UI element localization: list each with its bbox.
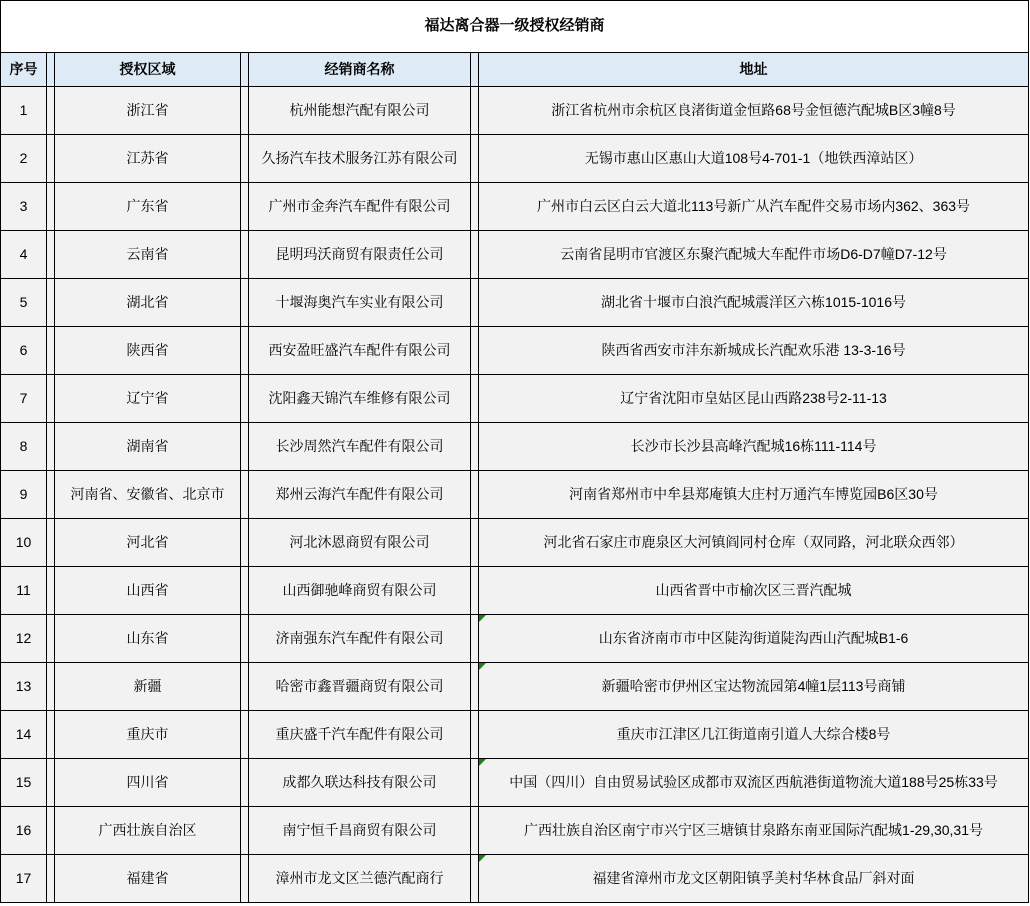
spacer-cell: [47, 759, 55, 807]
cell-region[interactable]: 浙江省: [55, 87, 241, 135]
spacer-cell: [47, 135, 55, 183]
spacer-cell: [241, 423, 249, 471]
cell-address[interactable]: 重庆市江津区几江街道南引道人大综合楼8号: [479, 711, 1029, 759]
spacer-cell: [471, 711, 479, 759]
table-row: [1, 615, 1029, 663]
spacer-cell: [471, 807, 479, 855]
spacer-cell: [241, 135, 249, 183]
table-row: [1, 519, 1029, 567]
cell-region[interactable]: 湖北省: [55, 279, 241, 327]
cell-dealer[interactable]: 西安盈旺盛汽车配件有限公司: [249, 327, 471, 375]
spacer-cell: [47, 567, 55, 615]
spacer-cell: [471, 567, 479, 615]
spacer-cell: [471, 231, 479, 279]
cell-region[interactable]: 湖南省: [55, 423, 241, 471]
spacer-cell: [241, 87, 249, 135]
error-marker-icon: [479, 855, 486, 862]
cell-dealer[interactable]: 成都久联达科技有限公司: [249, 759, 471, 807]
spacer-cell: [471, 53, 479, 87]
cell-no[interactable]: 6: [1, 327, 47, 375]
cell-region[interactable]: 四川省: [55, 759, 241, 807]
error-marker-icon: [479, 759, 486, 766]
cell-no[interactable]: 1: [1, 87, 47, 135]
cell-region[interactable]: 重庆市: [55, 711, 241, 759]
spacer-cell: [471, 87, 479, 135]
spacer-cell: [241, 375, 249, 423]
spacer-cell: [241, 231, 249, 279]
table-row: [1, 423, 1029, 471]
cell-region[interactable]: 云南省: [55, 231, 241, 279]
spacer-cell: [241, 327, 249, 375]
spacer-cell: [241, 759, 249, 807]
spacer-cell: [471, 663, 479, 711]
spacer-cell: [47, 53, 55, 87]
table-row: [1, 279, 1029, 327]
table-row: [1, 807, 1029, 855]
cell-dealer[interactable]: 南宁恒千昌商贸有限公司: [249, 807, 471, 855]
spacer-cell: [471, 759, 479, 807]
cell-no[interactable]: 10: [1, 519, 47, 567]
table-row: [1, 711, 1029, 759]
spacer-cell: [47, 471, 55, 519]
table-row: [1, 375, 1029, 423]
spacer-cell: [47, 279, 55, 327]
table-row: [1, 471, 1029, 519]
cell-dealer[interactable]: 重庆盛千汽车配件有限公司: [249, 711, 471, 759]
spacer-cell: [47, 711, 55, 759]
cell-address[interactable]: 河南省郑州市中牟县郑庵镇大庄村万通汽车博览园B6区30号: [479, 471, 1029, 519]
cell-no[interactable]: 8: [1, 423, 47, 471]
spacer-cell: [241, 615, 249, 663]
spacer-cell: [241, 279, 249, 327]
cell-no[interactable]: 2: [1, 135, 47, 183]
cell-region[interactable]: 山东省: [55, 615, 241, 663]
cell-dealer[interactable]: 沈阳鑫天锦汽车维修有限公司: [249, 375, 471, 423]
cell-dealer[interactable]: 漳州市龙文区兰德汽配商行: [249, 855, 471, 903]
spacer-cell: [241, 519, 249, 567]
cell-dealer[interactable]: 山西御驰峰商贸有限公司: [249, 567, 471, 615]
spacer-cell: [47, 183, 55, 231]
cell-region[interactable]: 江苏省: [55, 135, 241, 183]
cell-region[interactable]: 福建省: [55, 855, 241, 903]
spacer-cell: [471, 423, 479, 471]
cell-no[interactable]: 11: [1, 567, 47, 615]
cell-region[interactable]: 山西省: [55, 567, 241, 615]
table-row: [1, 183, 1029, 231]
cell-region[interactable]: 广东省: [55, 183, 241, 231]
spacer-cell: [241, 663, 249, 711]
cell-dealer[interactable]: 久扬汽车技术服务江苏有限公司: [249, 135, 471, 183]
cell-no[interactable]: 17: [1, 855, 47, 903]
cell-dealer[interactable]: 济南强东汽车配件有限公司: [249, 615, 471, 663]
cell-address[interactable]: 河北省石家庄市鹿泉区大河镇阎同村仓库（双同路，河北联众西邻）: [479, 519, 1029, 567]
column-header-dealer[interactable]: 经销商名称: [249, 53, 471, 87]
table-row: [1, 327, 1029, 375]
cell-region[interactable]: 河北省: [55, 519, 241, 567]
cell-region[interactable]: 辽宁省: [55, 375, 241, 423]
table-row: [1, 759, 1029, 807]
table-row: [1, 231, 1029, 279]
cell-dealer[interactable]: 哈密市鑫晋疆商贸有限公司: [249, 663, 471, 711]
column-header-address[interactable]: 地址: [479, 53, 1029, 87]
spacer-cell: [241, 471, 249, 519]
spacer-cell: [47, 375, 55, 423]
cell-no[interactable]: 13: [1, 663, 47, 711]
page-title[interactable]: 福达离合器一级授权经销商: [1, 1, 1029, 53]
cell-dealer[interactable]: 广州市金奔汽车配件有限公司: [249, 183, 471, 231]
cell-address[interactable]: 陕西省西安市沣东新城成长汽配欢乐港 13-3-16号: [479, 327, 1029, 375]
column-header-no[interactable]: 序号: [1, 53, 47, 87]
spacer-cell: [241, 53, 249, 87]
cell-region[interactable]: 广西壮族自治区: [55, 807, 241, 855]
cell-region[interactable]: 陕西省: [55, 327, 241, 375]
cell-region[interactable]: 新疆: [55, 663, 241, 711]
spacer-cell: [47, 87, 55, 135]
spacer-cell: [471, 471, 479, 519]
cell-address[interactable]: 福建省漳州市龙文区朝阳镇孚美村华林食品厂斜对面: [479, 855, 1029, 903]
spacer-cell: [47, 327, 55, 375]
cell-no[interactable]: 12: [1, 615, 47, 663]
spacer-cell: [471, 519, 479, 567]
cell-no[interactable]: 3: [1, 183, 47, 231]
cell-no[interactable]: 9: [1, 471, 47, 519]
spacer-cell: [47, 807, 55, 855]
error-marker-icon: [479, 663, 486, 670]
header-row: [1, 53, 1029, 87]
spacer-cell: [471, 135, 479, 183]
error-marker-icon: [479, 615, 486, 622]
spacer-cell: [471, 279, 479, 327]
cell-address[interactable]: 新疆哈密市伊州区宝达物流园第4幢1层113号商铺: [479, 663, 1029, 711]
spacer-cell: [471, 855, 479, 903]
spacer-cell: [47, 663, 55, 711]
spacer-cell: [47, 855, 55, 903]
spacer-cell: [47, 423, 55, 471]
cell-no[interactable]: 16: [1, 807, 47, 855]
cell-no[interactable]: 15: [1, 759, 47, 807]
spacer-cell: [471, 375, 479, 423]
cell-address[interactable]: 中国（四川）自由贸易试验区成都市双流区西航港街道物流大道188号25栋33号: [479, 759, 1029, 807]
spacer-cell: [241, 807, 249, 855]
cell-region[interactable]: 河南省、安徽省、北京市: [55, 471, 241, 519]
cell-address[interactable]: 长沙市长沙县高峰汽配城16栋111-114号: [479, 423, 1029, 471]
cell-dealer[interactable]: 长沙周然汽车配件有限公司: [249, 423, 471, 471]
table-row: [1, 663, 1029, 711]
cell-no[interactable]: 5: [1, 279, 47, 327]
cell-no[interactable]: 4: [1, 231, 47, 279]
column-header-region[interactable]: 授权区域: [55, 53, 241, 87]
cell-address[interactable]: 山西省晋中市榆次区三晋汽配城: [479, 567, 1029, 615]
cell-address[interactable]: 广州市白云区白云大道北113号新广从汽车配件交易市场内362、363号: [479, 183, 1029, 231]
cell-address[interactable]: 山东省济南市市中区陡沟街道陡沟西山汽配城B1-6: [479, 615, 1029, 663]
spacer-cell: [47, 519, 55, 567]
table-row: [1, 567, 1029, 615]
spacer-cell: [241, 183, 249, 231]
table-row: [1, 135, 1029, 183]
cell-address[interactable]: 浙江省杭州市余杭区良渚街道金恒路68号金恒德汽配城B区3幢8号: [479, 87, 1029, 135]
spacer-cell: [241, 711, 249, 759]
cell-address[interactable]: 无锡市惠山区惠山大道108号4-701-1（地铁西漳站区）: [479, 135, 1029, 183]
cell-address[interactable]: 广西壮族自治区南宁市兴宁区三塘镇甘泉路东南亚国际汽配城1-29,30,31号: [479, 807, 1029, 855]
spacer-cell: [47, 615, 55, 663]
cell-address[interactable]: 辽宁省沈阳市皇姑区昆山西路238号2-11-13: [479, 375, 1029, 423]
table-row: [1, 87, 1029, 135]
cell-dealer[interactable]: 昆明玛沃商贸有限责任公司: [249, 231, 471, 279]
spacer-cell: [241, 855, 249, 903]
cell-no[interactable]: 14: [1, 711, 47, 759]
spacer-cell: [471, 327, 479, 375]
spacer-cell: [47, 231, 55, 279]
cell-dealer[interactable]: 郑州云海汽车配件有限公司: [249, 471, 471, 519]
title-row: [1, 1, 1029, 53]
spacer-cell: [471, 183, 479, 231]
table-row: [1, 855, 1029, 903]
cell-dealer[interactable]: 河北沐恩商贸有限公司: [249, 519, 471, 567]
cell-dealer[interactable]: 十堰海奥汽车实业有限公司: [249, 279, 471, 327]
cell-no[interactable]: 7: [1, 375, 47, 423]
spacer-cell: [471, 615, 479, 663]
cell-address[interactable]: 湖北省十堰市白浪汽配城震洋区六栋1015-1016号: [479, 279, 1029, 327]
cell-dealer[interactable]: 杭州能想汽配有限公司: [249, 87, 471, 135]
cell-address[interactable]: 云南省昆明市官渡区东聚汽配城大车配件市场D6-D7幢D7-12号: [479, 231, 1029, 279]
spacer-cell: [241, 567, 249, 615]
